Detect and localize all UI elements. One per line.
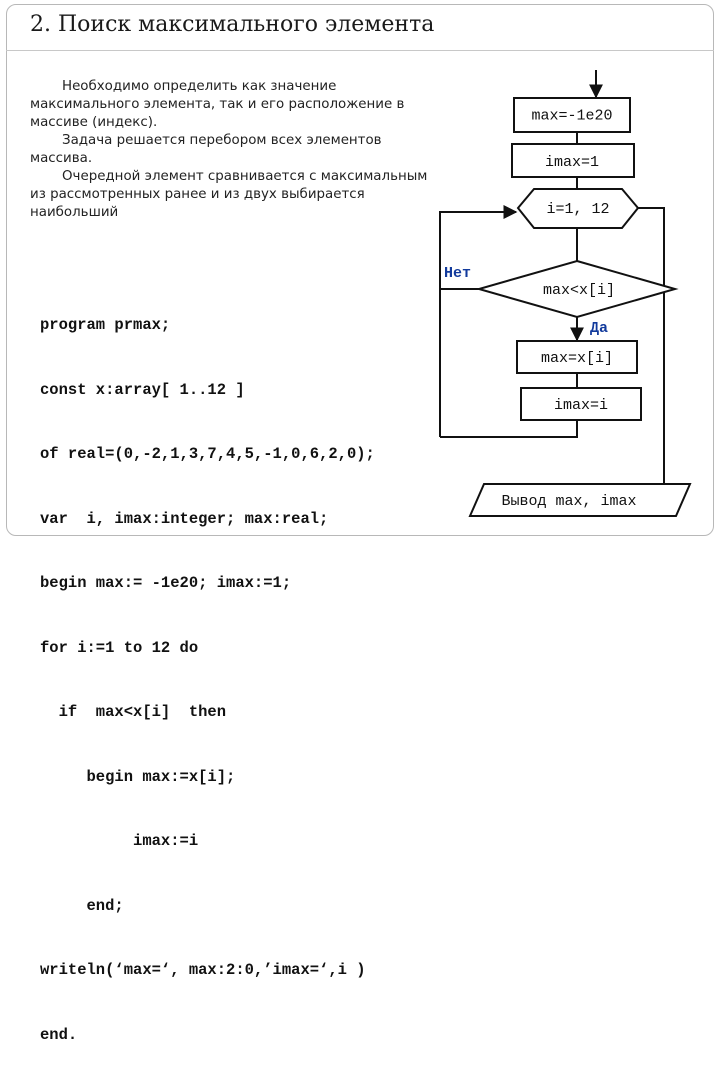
code-line: imax:=i	[40, 832, 199, 850]
loop-exit-line	[638, 208, 664, 516]
code-line: var i, imax:integer; max:real;	[40, 509, 329, 528]
assign-imax-label: imax=i	[553, 397, 609, 414]
no-branch-line	[440, 289, 479, 437]
code-line: writeln(‘max=‘, max:2:0,’imax=‘,i )	[40, 961, 366, 979]
no-label: Нет	[444, 265, 472, 282]
description-paragraph: Задача решается перебором всех элементов массива.	[30, 133, 382, 166]
condition-label: max<x[i]	[542, 282, 616, 299]
code-line: const x:array[ 1..12 ]	[40, 380, 245, 399]
description-paragraph: Очередной элемент сравнивается с максимальным из рассмотренных ранее и из двух выбирается наибольший	[30, 169, 428, 220]
yes-label: Да	[590, 320, 609, 337]
code-line: end.	[40, 1025, 78, 1044]
init-max-label: max=-1e20	[531, 107, 613, 125]
loop-label: i=1, 12	[546, 201, 610, 218]
return-line	[440, 420, 577, 437]
code-line: begin max:=x[i];	[40, 767, 236, 786]
init-imax-label: imax=1	[544, 154, 600, 171]
code-line: end;	[40, 896, 124, 915]
code-line: of real=(0,-2,1,3,7,4,5,-1,0,6,2,0);	[40, 445, 375, 463]
code-line: begin max:= -1e20; imax:=1;	[40, 574, 292, 592]
code-line: if max<x[i] then	[40, 703, 227, 721]
slide-title: 2. Поиск максимального элемента	[30, 12, 435, 37]
description-paragraph: Необходимо определить как значение максимального элемента, так и его расположение в массиве (индекс).	[30, 79, 405, 130]
code-line: program prmax;	[40, 316, 171, 334]
code-line: for i:=1 to 12 do	[40, 638, 199, 657]
output-label: Вывод max, imax	[501, 493, 637, 510]
assign-max-label: max=x[i]	[540, 350, 614, 367]
